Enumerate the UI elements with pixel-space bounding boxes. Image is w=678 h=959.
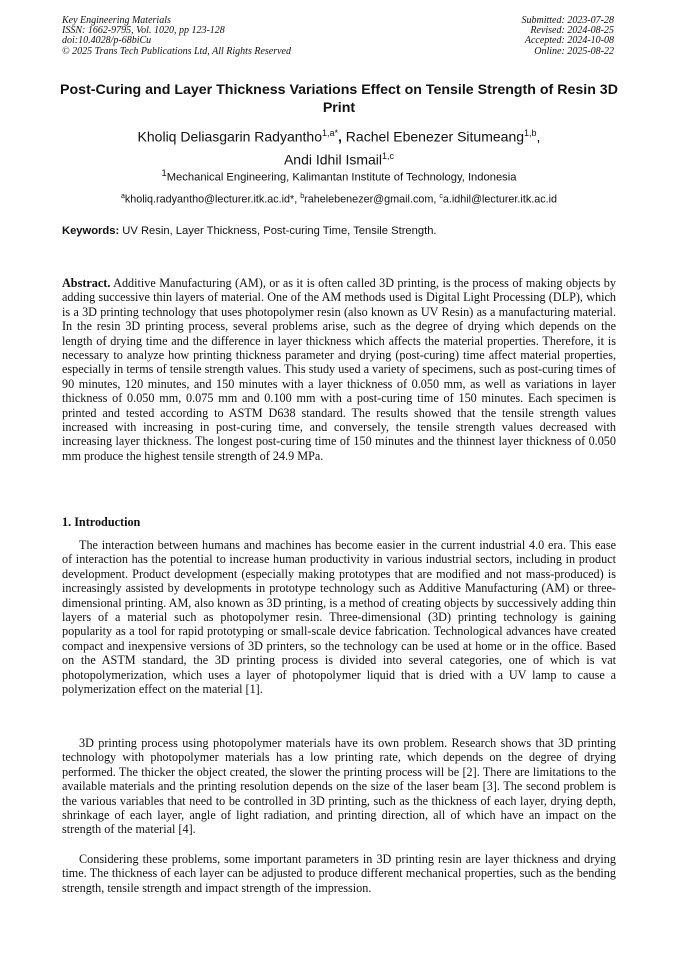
author-list xyxy=(58,124,620,169)
keywords-label: Keywords: xyxy=(62,225,120,237)
abstract xyxy=(62,276,616,463)
journal-header-left xyxy=(62,16,291,57)
revised-date: Revised: 2024-08-25 xyxy=(530,25,614,37)
paper-title: Post-Curing and Layer Thickness Variations Effect on Tensile Strength of Resin 3D Print xyxy=(60,82,618,116)
paragraph: 3D printing process using photopolymer materials have its own problem. Research shows that 3D printing technology with photopolymer materials has a low printing rate, which depends on the degree of drying performed. The thicker the object created, the slower the printing process will be [2]. There are limitations to the available materials and the printing resolution depends on the size of the laser beam [3]. The second problem is the various variables that need to be controlled in 3D printing, such as the thickness of each layer, drying depth, shrinkage of each layer, angle of light radiation, and printing direction, all of which have an impact on the strength of the material [4]. xyxy=(62,736,616,837)
author-affiliation-mark: 1,a* xyxy=(322,128,339,138)
author-name: Andi Idhil Ismail xyxy=(283,151,383,168)
author-affiliation-mark: 1,c xyxy=(382,150,395,161)
submitted-date: Submitted: 2023-07-28 xyxy=(521,15,614,26)
journal-header-right xyxy=(522,16,615,57)
copyright: © 2025 Trans Tech Publications Ltd, All Rights Reserved xyxy=(62,45,291,57)
abstract-text: Additive Manufacturing (AM), or as it is often called 3D printing, is the process of making objects by adding successive thin layers of material. One of the AM methods used is Digital Light Processing (DLP), which is a 3D printing technology that uses photopolymer resin (also known as UV Resin) as a manufacturing material. In the resin 3D printing process, several problems arise, such as the degree of drying which depends on the length of drying time and the difference in layer thickness which affects the material properties. Therefore, it is necessary to analyze how printing thickness parameter and drying (post-curing) time affect material properties, especially in terms of tensile strength values. This study used a variety of specimens, such as post-curing times of 90 minutes, 120 minutes, and 150 minutes with a layer thickness of 0.050 mm, as well as variations in layer thickness of 0.050 mm, 0.075 mm and 0.100 mm with a post-curing time of 150 minutes. Each specimen is printed and tested according to ASTM D638 standard. The results showed that the tensile strength values increased with increasing in post-curing time, and conversely, the tensile strength values decreased with increasing layer thickness. The longest post-curing time of 150 minutes and the thinnest layer thickness of 0.050 mm produce the highest tensile strength of 24.9 MPa. xyxy=(62,276,616,463)
email-mark: b xyxy=(300,193,305,200)
author-name: Rachel Ebenezer Situmeang xyxy=(345,128,525,145)
abstract-label: Abstract. xyxy=(62,276,111,290)
keywords-text: UV Resin, Layer Thickness, Post-curing Time, Tensile Strength. xyxy=(119,225,437,237)
email-link[interactable]: a.idhil@lecturer.itk.ac.id xyxy=(442,193,558,206)
affiliation-text: Mechanical Engineering, Kalimantan Institute of Technology, Indonesia xyxy=(166,171,517,184)
email-mark: c xyxy=(439,193,443,200)
section-heading-introduction: 1. Introduction xyxy=(62,515,141,529)
author-separator: , xyxy=(536,128,541,145)
author-affiliation-mark: 1,b xyxy=(524,128,537,138)
online-date: Online: 2025-08-22 xyxy=(534,45,614,57)
author-emails xyxy=(30,190,648,207)
paragraph: Considering these problems, some important parameters in 3D printing resin are layer thickness and drying time. The thickness of each layer can be adjusted to produce different mechanical properties, such as the bending strength, tensile strength and impact strength of the impression. xyxy=(62,852,616,895)
issn-volume-pages: ISSN: 1662-9795, Vol. 1020, pp 123-128 xyxy=(62,25,225,37)
affiliation-mark: 1 xyxy=(161,168,167,178)
email-mark: a xyxy=(120,193,125,200)
email-link[interactable]: kholiq.radyantho@lecturer.itk.ac.id*, xyxy=(124,193,301,206)
doi: doi:10.4028/p-68biCu xyxy=(62,35,152,47)
journal-name: Key Engineering Materials xyxy=(62,15,171,26)
email-link[interactable]: rahelebenezer@gmail.com, xyxy=(304,193,440,206)
keywords xyxy=(62,224,616,238)
paragraph: The interaction between humans and machines has become easier in the current industrial 4.0 era. This ease of interaction has the potential to increase human productivity in various industrial sectors, including in product development. Product development (especially making prototypes that are modified and not mass-produced) is increasingly assisted by developments in prototype technology such as Additive Manufacturing (AM) or three-dimensional printing. AM, also known as 3D printing, is a method of creating objects by successively adding thin layers of a material such as photopolymer resin. Three-dimensional (3D) printing technology is gaining popularity as a tool for rapid prototyping or small-scale device fabrication. Technological advances have created compact and inexpensive versions of 3D printers, so the technology can be used at home or in the office. Based on the ASTM standard, the 3D printing process is divided into several categories, one of which is vat photopolymerization, which uses a layer of photopolymer liquid that is dried with a UV lamp to cause a polymerization effect on the material [1]. xyxy=(62,538,616,697)
affiliation xyxy=(40,166,638,185)
author-separator: , xyxy=(338,128,346,145)
author-name: Kholiq Deliasgarin Radyantho xyxy=(137,128,322,145)
accepted-date: Accepted: 2024-10-08 xyxy=(524,35,614,47)
